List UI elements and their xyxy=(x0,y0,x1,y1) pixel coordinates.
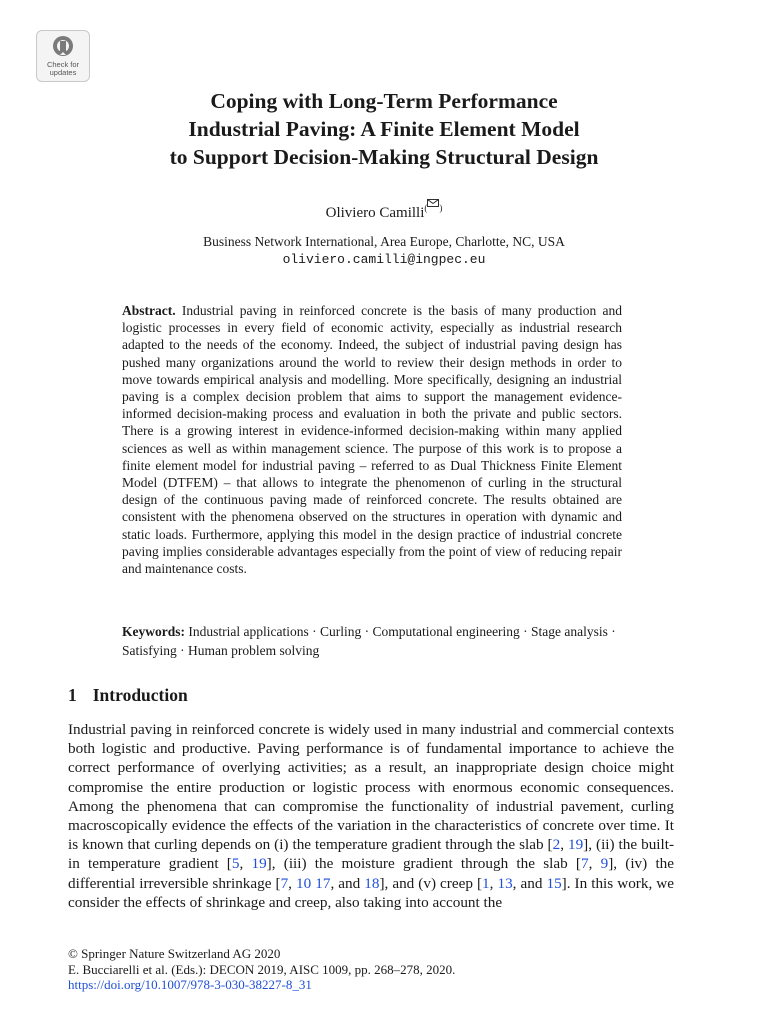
citation-link[interactable]: 19 xyxy=(251,855,267,873)
envelope-icon xyxy=(427,199,439,207)
badge-label-line1: Check for xyxy=(46,60,80,69)
citation-link[interactable]: 13 xyxy=(497,874,513,892)
intro-text: , xyxy=(560,836,568,854)
affiliation xyxy=(0,233,768,269)
intro-text: ], (ii) the built-in temperature gradient [ xyxy=(68,836,675,873)
affiliation-org: Business Network International, Area Europe, Charlotte, NC, USA xyxy=(203,234,565,249)
doi-link[interactable]: https://doi.org/10.1007/978-3-030-38227-8_31 xyxy=(68,977,312,992)
citation-link[interactable]: 7 xyxy=(280,874,289,892)
keywords-text: Industrial applications · Curling · Computational engineering · Stage analysis · Satisfying · Human problem solving xyxy=(122,624,616,658)
abstract-label: Abstract. xyxy=(122,303,176,318)
citation-link[interactable]: 5 xyxy=(231,855,240,873)
author-name: Oliviero Camilli xyxy=(325,205,425,221)
check-for-updates-badge[interactable] xyxy=(36,30,90,82)
intro-text: ], and (v) creep [ xyxy=(379,874,483,892)
citation-link[interactable]: 1 xyxy=(482,874,490,892)
keywords-label: Keywords: xyxy=(122,624,185,639)
citation-link[interactable]: 10 17 xyxy=(296,874,331,892)
citation-link[interactable]: 7 xyxy=(580,855,589,873)
intro-text: ]. In this work, we consider the effects of shrinkage and creep, also taking into account the xyxy=(68,874,674,911)
intro-text: , and xyxy=(330,874,365,892)
intro-paragraph xyxy=(68,720,674,912)
intro-text: ], (iii) the moisture gradient through the slab [ xyxy=(266,855,581,873)
paper-title xyxy=(0,87,768,171)
intro-text: , xyxy=(588,855,601,873)
citation-link[interactable]: 2 xyxy=(552,836,561,854)
intro-text: ], (iv) the differential irreversible shrinkage [ xyxy=(68,855,674,892)
keywords xyxy=(122,622,622,660)
citation-link[interactable]: 19 xyxy=(567,836,584,854)
citation-link[interactable]: 15 xyxy=(546,874,562,892)
intro-text: Industrial paving in reinforced concrete is widely used in many industrial and commercial contexts both logistic and productive. Paving performance is of fundamental importance to achieve the correct performance of overlying activities; as a result, an inappropriate design choice might compromise the entire production or logistic process with enormous economic consequences. Among the phenomena that can compromise the functionality of industrial pavement, curling macroscopically evidence the effects of the variation in the characteristics of concrete over time. It is known that curling depends on (i) the temperature gradient through the slab [ xyxy=(68,721,674,854)
section-number: 1 xyxy=(68,685,77,705)
badge-label-line2: updates xyxy=(49,68,77,77)
abstract-text: Industrial paving in reinforced concrete is the basis of many production and logistic processes in every field of economic activity, especially as industrial research adapted to the needs of the economy. Indeed, the subject of industrial paving design has pushed many organizations around the world to review their design methods in order to move towards empirical analysis and modelling. More specifically, designing an industrial paving is a complex decision problem that aims to support the management evidence-informed decision-making process and evaluation in both the private and public sectors. There is a growing interest in evidence-informed decision-making within many applied sciences as well as within management science. The purpose of this work is to propose a finite element model for industrial paving – referred to as Dual Thickness Finite Element Model (DTFEM) – that allows to integrate the phenomenon of curling in the structural design of the continuous paving made of reinforced concrete. The results obtained are consistent with the phenomena observed on the structures in operation with dynamic and static loads. Furthermore, applying this model in the design practice of industrial concrete paving implies considerable advantages especially from the point of view of reducing repair and maintenance costs. xyxy=(122,303,622,577)
citation-link[interactable]: 18 xyxy=(364,874,380,892)
intro-text: , xyxy=(239,855,252,873)
copyright: © Springer Nature Switzerland AG 2020 xyxy=(68,946,281,961)
section-title: Introduction xyxy=(92,685,188,705)
title-line-1: Coping with Long-Term Performance xyxy=(210,89,558,113)
abstract xyxy=(122,302,622,577)
author-email[interactable]: oliviero.camilli@ingpec.eu xyxy=(282,252,486,267)
paren-close: ) xyxy=(439,203,443,213)
intro-text: , xyxy=(288,874,297,892)
paren-open: ( xyxy=(424,203,428,213)
section-heading xyxy=(68,685,188,706)
bookmark-icon xyxy=(51,35,75,61)
citation-link[interactable]: 9 xyxy=(600,855,609,873)
citation: E. Bucciarelli et al. (Eds.): DECON 2019, AISC 1009, pp. 268–278, 2020. xyxy=(68,961,456,977)
title-line-3: to Support Decision-Making Structural Design xyxy=(169,145,599,169)
intro-text: , xyxy=(489,874,498,892)
corresponding-mark xyxy=(424,203,442,213)
author-line xyxy=(0,199,768,222)
title-line-2: Industrial Paving: A Finite Element Model xyxy=(188,117,580,141)
intro-text: , and xyxy=(512,874,547,892)
footer xyxy=(68,946,455,993)
